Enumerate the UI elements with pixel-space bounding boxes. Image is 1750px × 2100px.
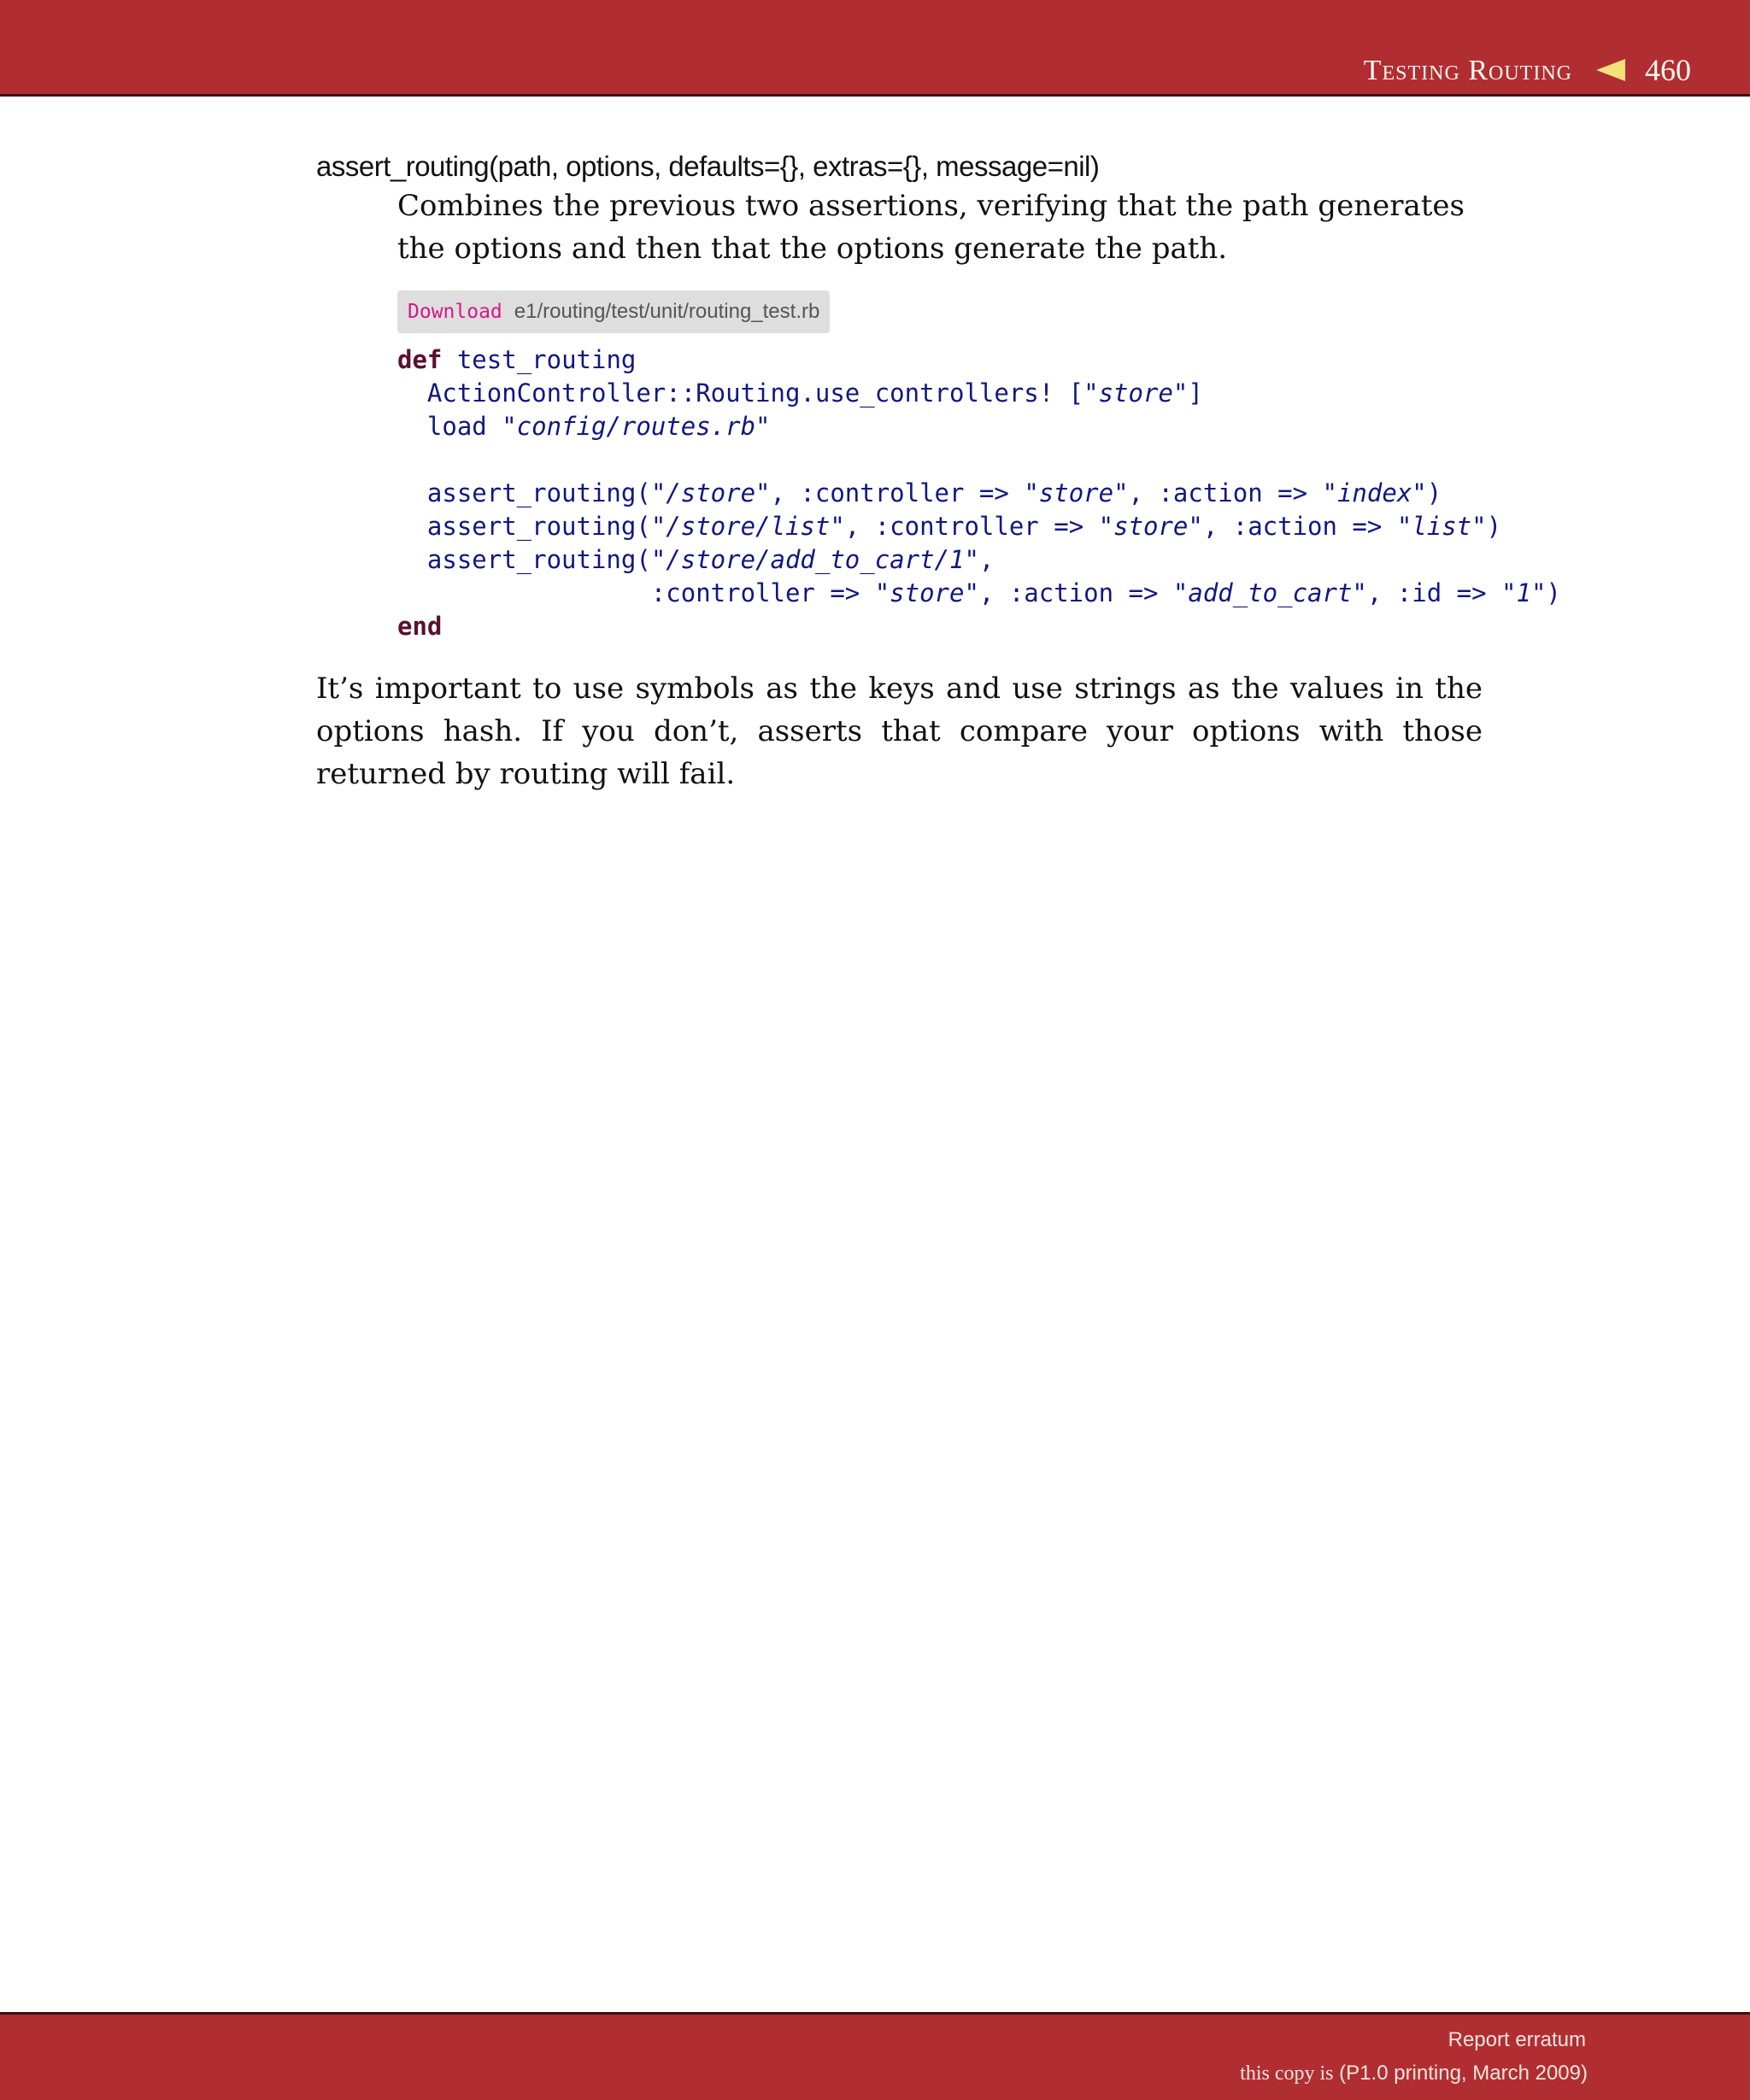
code-string: "/store/list" xyxy=(650,512,845,541)
code-line xyxy=(397,377,1561,410)
code-text: ) xyxy=(1426,478,1442,507)
report-erratum-link[interactable]: Report erratum xyxy=(1448,2028,1586,2051)
code-text: load xyxy=(397,412,502,441)
code-string: "store" xyxy=(1083,378,1189,408)
copy-info-lead: this copy is xyxy=(1240,2062,1334,2085)
page-number: 460 xyxy=(1645,53,1691,87)
code-string: "/store" xyxy=(650,478,771,507)
download-link[interactable]: Download xyxy=(408,301,502,323)
code-text: assert_routing( xyxy=(397,512,651,541)
code-string: "1" xyxy=(1501,578,1547,607)
code-text: ] xyxy=(1188,378,1203,408)
code-text: assert_routing( xyxy=(397,545,651,574)
code-text: , xyxy=(978,545,995,574)
download-bar xyxy=(397,290,830,333)
section-title: Testing Routing xyxy=(1363,55,1572,86)
method-signature: assert_routing(path, options, defaults={}, extras={}, message=nil) xyxy=(316,150,1100,182)
code-text: ) xyxy=(1546,578,1561,607)
code-string: "/store/add_to_cart/1" xyxy=(650,545,979,574)
code-line xyxy=(397,543,1561,577)
code-blank-line xyxy=(397,443,1561,477)
code-text: , :controller => xyxy=(770,478,1025,507)
page-header xyxy=(0,0,1750,97)
code-keyword: end xyxy=(397,612,443,641)
code-string: "store" xyxy=(1024,478,1129,507)
page-footer xyxy=(0,2012,1750,2100)
code-text: assert_routing( xyxy=(397,478,651,507)
code-text: :controller => xyxy=(397,578,875,607)
code-text: ActionController::Routing.use_controllers! [ xyxy=(397,378,1084,408)
code-text: , :action => xyxy=(978,578,1173,607)
download-file-path: e1/routing/test/unit/routing_test.rb xyxy=(514,300,820,323)
previous-page-arrow-icon[interactable] xyxy=(1596,59,1625,81)
code-text: ) xyxy=(1486,512,1502,541)
code-line xyxy=(397,510,1561,543)
code-text: , :action => xyxy=(1128,478,1323,507)
code-string: "store" xyxy=(1098,512,1203,541)
code-listing xyxy=(397,343,1561,643)
body-paragraph: It’s important to use symbols as the keys and use strings as the values in the options hash. If you don’t, asserts that compare your options with those returned by routing will fail. xyxy=(316,672,1483,791)
code-string: "list" xyxy=(1396,512,1487,541)
code-string: "index" xyxy=(1322,478,1427,507)
copy-info xyxy=(1240,2062,1588,2085)
code-keyword: def xyxy=(397,345,443,374)
code-text: , :controller => xyxy=(844,512,1099,541)
code-line xyxy=(397,343,1561,377)
method-description: Combines the previous two assertions, verifying that the path generates the options and then that the options generate the path. xyxy=(397,189,1465,266)
copy-info-printing: (P1.0 printing, March 2009) xyxy=(1333,2062,1588,2085)
code-line xyxy=(397,610,1561,643)
code-line xyxy=(397,410,1561,443)
code-text: , :action => xyxy=(1202,512,1397,541)
code-string: "store" xyxy=(874,578,979,607)
code-string: "config/routes.rb" xyxy=(502,412,771,441)
code-text: test_routing xyxy=(442,345,637,374)
code-line xyxy=(397,577,1561,610)
code-string: "add_to_cart" xyxy=(1172,578,1367,607)
code-line xyxy=(397,477,1561,510)
code-text: , :id => xyxy=(1366,578,1502,607)
